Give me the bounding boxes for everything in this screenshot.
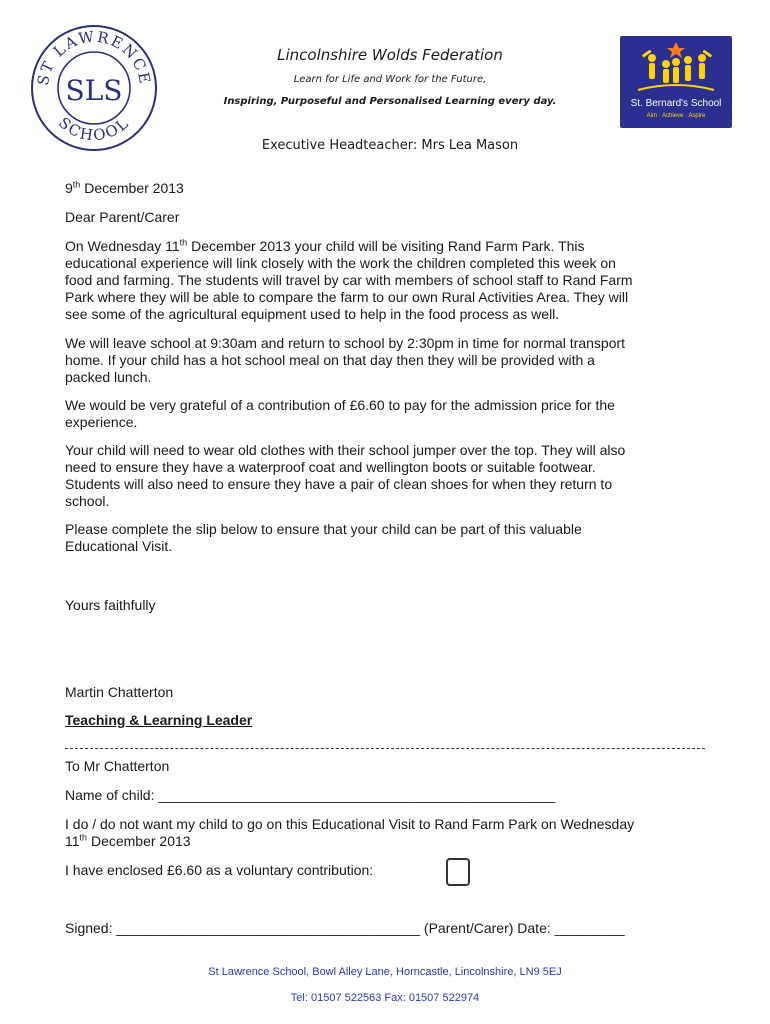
p1-start: On Wednesday 11 (65, 238, 180, 254)
seal-top-text: ST LAWRENCE (33, 27, 155, 87)
signature-date-field[interactable]: Signed: _______________________________________ (Parent/Carer) Date: _________ (65, 920, 625, 936)
date-suffix: th (72, 179, 81, 190)
children-figures-icon (620, 36, 732, 98)
federation-subtitle-2: Inspiring, Purposeful and Personalised Learning every day. (223, 96, 557, 107)
st-lawrence-seal (28, 22, 160, 154)
executive-headteacher: Executive Headteacher: Mrs Lea Mason (261, 138, 519, 153)
closing: Yours faithfully (65, 597, 156, 613)
paragraph-slip-request: Please complete the slip below to ensure that your child can be part of this valuable Educational Visit. (65, 521, 582, 554)
contribution-checkbox[interactable] (446, 858, 470, 886)
date-day: 9 (65, 180, 73, 196)
seal-monogram: SLS (65, 74, 123, 107)
contribution-label: I have enclosed £6.60 as a voluntary contribution: (65, 862, 374, 878)
svg-text:SCHOOL (55, 113, 133, 144)
slip-recipient: To Mr Chatterton (65, 758, 170, 774)
consent-suffix: th (79, 832, 88, 843)
consent-rest: December 2013 (87, 833, 191, 849)
footer-address: St Lawrence School, Bowl Alley Lane, Horncastle, Lincolnshire, LN9 5EJ (208, 966, 562, 978)
signer-title: Teaching & Learning Leader (65, 712, 253, 728)
st-bernards-name: St. Bernard's School (630, 98, 722, 109)
consent-day: 11 (65, 833, 80, 849)
paragraph-contribution: We would be very grateful of a contribution of £6.60 to pay for the admission price for the experience. (65, 397, 615, 430)
salutation: Dear Parent/Carer (65, 209, 180, 225)
p1-suffix: th (179, 237, 188, 248)
federation-title: Lincolnshire Wolds Federation (277, 46, 503, 64)
paragraph-visit (65, 238, 725, 323)
consent-statement (65, 816, 725, 850)
st-bernards-logo (620, 36, 732, 128)
signer-name: Martin Chatterton (65, 684, 174, 700)
letter-date (65, 180, 725, 197)
p1-rest: December 2013 your child will be visiting Rand Farm Park. This educational experience will link closely with the work the children completed this week on food and farming. The students will travel by car with members of school staff to Rand Farm Park where they will be able to compare the farm to our own Rural Activities Area. They will see some of the agricultural equipment used to help in the food process as well. (65, 238, 633, 322)
tear-off-line (65, 748, 705, 749)
date-rest: December 2013 (80, 180, 184, 196)
st-bernards-motto: Aim · Achieve · Aspire (646, 113, 706, 119)
federation-subtitle-1: Learn for Life and Work for the Future, (293, 74, 487, 85)
paragraph-timings: We will leave school at 9:30am and return to school by 2:30pm in time for normal transport home. If your child has a hot school meal on that day then they will be provided with a packed lunch. (65, 335, 626, 385)
paragraph-clothing: Your child will need to wear old clothes with their school jumper over the top. They will also need to ensure they have a waterproof coat and wellington boots or suitable footwear. Students will also need to ensure they have a pair of clean shoes for when they return to school. (65, 442, 626, 509)
seal-bottom-text: SCHOOL (55, 113, 133, 145)
child-name-field[interactable]: Name of child: ___________________________________________________ (65, 787, 556, 803)
footer-contact: Tel: 01507 522563 Fax: 01507 522974 (290, 992, 480, 1004)
consent-line-1: I do / do not want my child to go on this Educational Visit to Rand Farm Park on Wednesday (65, 816, 635, 832)
